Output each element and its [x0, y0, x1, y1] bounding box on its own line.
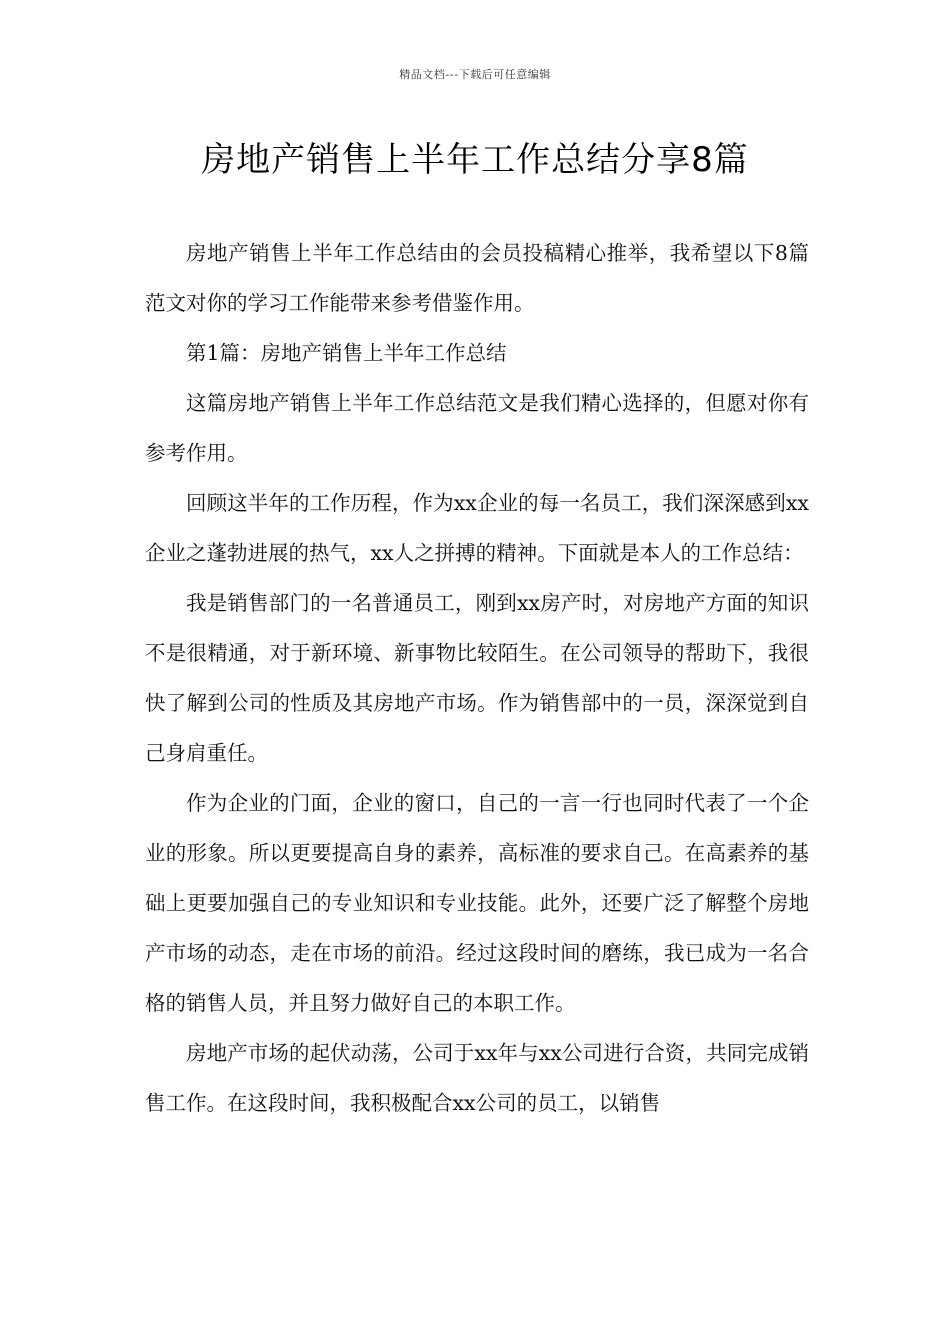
- body-paragraph: 我是销售部门的一名普通员工，刚到xx房产时，对房地产方面的知识不是很精通，对于新环境、新事物比较陌生。在公司领导的帮助下，我很快了解到公司的性质及其房地产市场。作为销售部中的一员，深深觉到自己身肩重任。: [145, 591, 809, 765]
- document-title: 房地产销售上半年工作总结分享8篇: [201, 140, 749, 180]
- header-note: 精品文档---下载后可任意编辑: [399, 68, 551, 81]
- body-paragraph: 作为企业的门面，企业的窗口，自己的一言一行也同时代表了一个企业的形象。所以更要提高自身的素养，高标准的要求自己。在高素养的基础上更要加强自己的专业知识和专业技能。此外，还要广泛了解整个房地产市场的动态，走在市场的前沿。经过这段时间的磨练，我已成为一名合格的销售人员，并且努力做好自己的本职工作。: [145, 791, 809, 1015]
- body-paragraph: 回顾这半年的工作历程，作为xx企业的每一名员工，我们深深感到xx企业之蓬勃进展的热气，xx人之拼搏的精神。下面就是本人的工作总结：: [145, 491, 809, 565]
- intro-paragraph: 房地产销售上半年工作总结由的会员投稿精心推举，我希望以下8篇范文对你的学习工作能带来参考借鉴作用。: [145, 241, 809, 315]
- body-paragraph: 这篇房地产销售上半年工作总结范文是我们精心选择的，但愿对你有参考作用。: [145, 391, 809, 465]
- body-paragraph: 房地产市场的起伏动荡，公司于xx年与xx公司进行合资，共同完成销售工作。在这段时间，我积极配合xx公司的员工，以销售: [145, 1041, 809, 1115]
- section-heading: 第1篇：房地产销售上半年工作总结: [186, 341, 507, 365]
- document-body: [145, 228, 809, 1128]
